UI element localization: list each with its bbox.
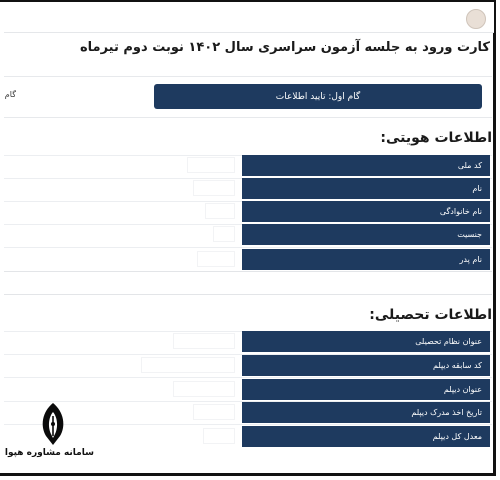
field-gender [4, 224, 490, 245]
section-divider [4, 294, 492, 295]
logo-text: سامانه مشاوره هپوا [4, 448, 94, 458]
field-label: عنوان نظام تحصیلی [242, 331, 490, 352]
identity-section-title: اطلاعات هویتی: [380, 130, 492, 146]
field-value [174, 382, 234, 396]
field-value [142, 358, 234, 372]
field-label: جنسیت [242, 224, 490, 245]
field-last-name [4, 201, 490, 222]
step-1-confirm-button[interactable]: گام اول: تایید اطلاعات [154, 84, 482, 109]
field-value [214, 227, 234, 241]
field-label: نام خانوادگی [242, 201, 490, 222]
section-divider [4, 271, 492, 272]
field-label: معدل کل دیپلم [242, 426, 490, 447]
field-value [194, 181, 234, 195]
top-header [4, 2, 494, 33]
row-separator [4, 377, 492, 378]
row-separator [4, 247, 492, 248]
step-2-label[interactable]: گام [4, 90, 16, 99]
field-value [206, 204, 234, 218]
page-title: کارت ورود به جلسه آزمون سراسری سال ۱۴۰۲ نوبت دوم تیرماه [79, 40, 490, 55]
field-value [188, 158, 234, 172]
field-father-name [4, 249, 490, 270]
field-value [194, 405, 234, 419]
field-label: نام [242, 178, 490, 199]
field-first-name [4, 178, 490, 199]
avatar[interactable] [466, 9, 486, 29]
field-label: کد سابقه دیپلم [242, 355, 490, 376]
field-value [204, 429, 234, 443]
field-label: تاریخ اخذ مدرک دیپلم [242, 402, 490, 423]
field-label: کد ملی [242, 155, 490, 176]
field-diploma-title [4, 379, 490, 400]
field-national-code [4, 155, 490, 176]
field-value [198, 252, 234, 266]
hepva-logo [6, 400, 94, 470]
field-label: عنوان دیپلم [242, 379, 490, 400]
field-diploma-record-code [4, 355, 490, 376]
field-label: نام پدر [242, 249, 490, 270]
field-value [174, 334, 234, 348]
pen-nib-icon [38, 402, 68, 446]
education-section-title: اطلاعات تحصیلی: [369, 307, 492, 323]
field-education-system [4, 331, 490, 352]
